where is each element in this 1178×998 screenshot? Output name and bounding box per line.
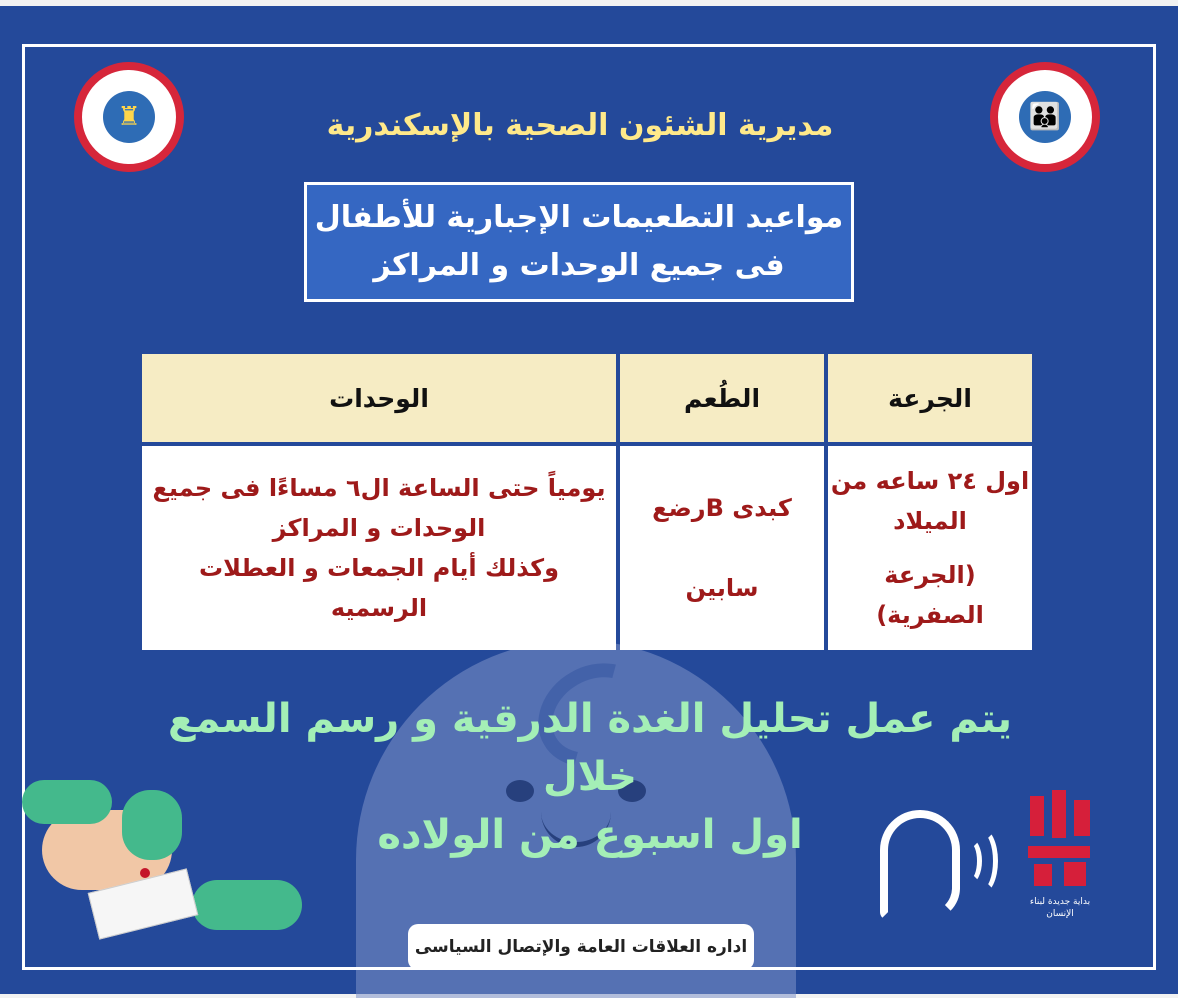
blood-drop [140, 868, 150, 878]
new-beginning-mark [1024, 790, 1096, 890]
note-line-1: يتم عمل تحليل الغدة الدرقية و رسم السمع خلال [167, 696, 1013, 800]
vaccine-line-2: سابين [685, 574, 759, 602]
brand-tagline: بداية جديدة لبناء الإنسان [1029, 897, 1091, 919]
new-beginning-logo [1018, 790, 1102, 940]
dose-line-2: الميلاد [893, 507, 967, 535]
units-line-2: الوحدات و المراكز [272, 514, 486, 542]
sound-wave-icon-large [966, 828, 998, 894]
units-line-1: يومياً حتى الساعة ال٦ مساءًا فى جميع [152, 474, 606, 502]
title-line-2: فى جميع الوحدات و المراكز [373, 248, 785, 283]
heel-prick-illustration [22, 770, 302, 960]
header-dose: الجرعة [828, 354, 1032, 442]
vaccine-line-1: كبدى Bرضع [652, 494, 792, 522]
lighthouse-icon: ♜ [103, 91, 155, 143]
schedule-title-box [304, 182, 854, 302]
glove-left [22, 780, 112, 824]
note-line-2: اول اسبوع من الولاده [377, 812, 803, 858]
ministry-logo [990, 62, 1100, 172]
cell-units [142, 446, 616, 650]
vaccination-table [142, 354, 1032, 650]
header-vaccine: الطُعم [620, 354, 824, 442]
footer-label: اداره العلاقات العامة والإتصال السياسى [408, 924, 754, 970]
directorate-logo [74, 62, 184, 172]
dose-line-3: (الجرعة الصفرية) [876, 561, 984, 629]
header-units: الوحدات [142, 354, 616, 442]
dose-line-1: اول ٢٤ ساعه من [830, 467, 1030, 495]
title-line-1: مواعيد التطعيمات الإجبارية للأطفال [314, 200, 844, 235]
units-line-3: وكذلك أيام الجمعات و العطلات [198, 554, 560, 582]
top-strip [0, 0, 1178, 6]
cell-vaccine [620, 446, 824, 650]
directorate-heading: مديرية الشئون الصحية بالإسكندرية [326, 108, 834, 143]
units-line-4: الرسميه [330, 594, 428, 622]
glove-right [192, 880, 302, 930]
ear-icon [880, 810, 960, 920]
glove-top [122, 790, 182, 860]
cell-dose [828, 446, 1032, 650]
family-icon: 👪 [1019, 91, 1071, 143]
